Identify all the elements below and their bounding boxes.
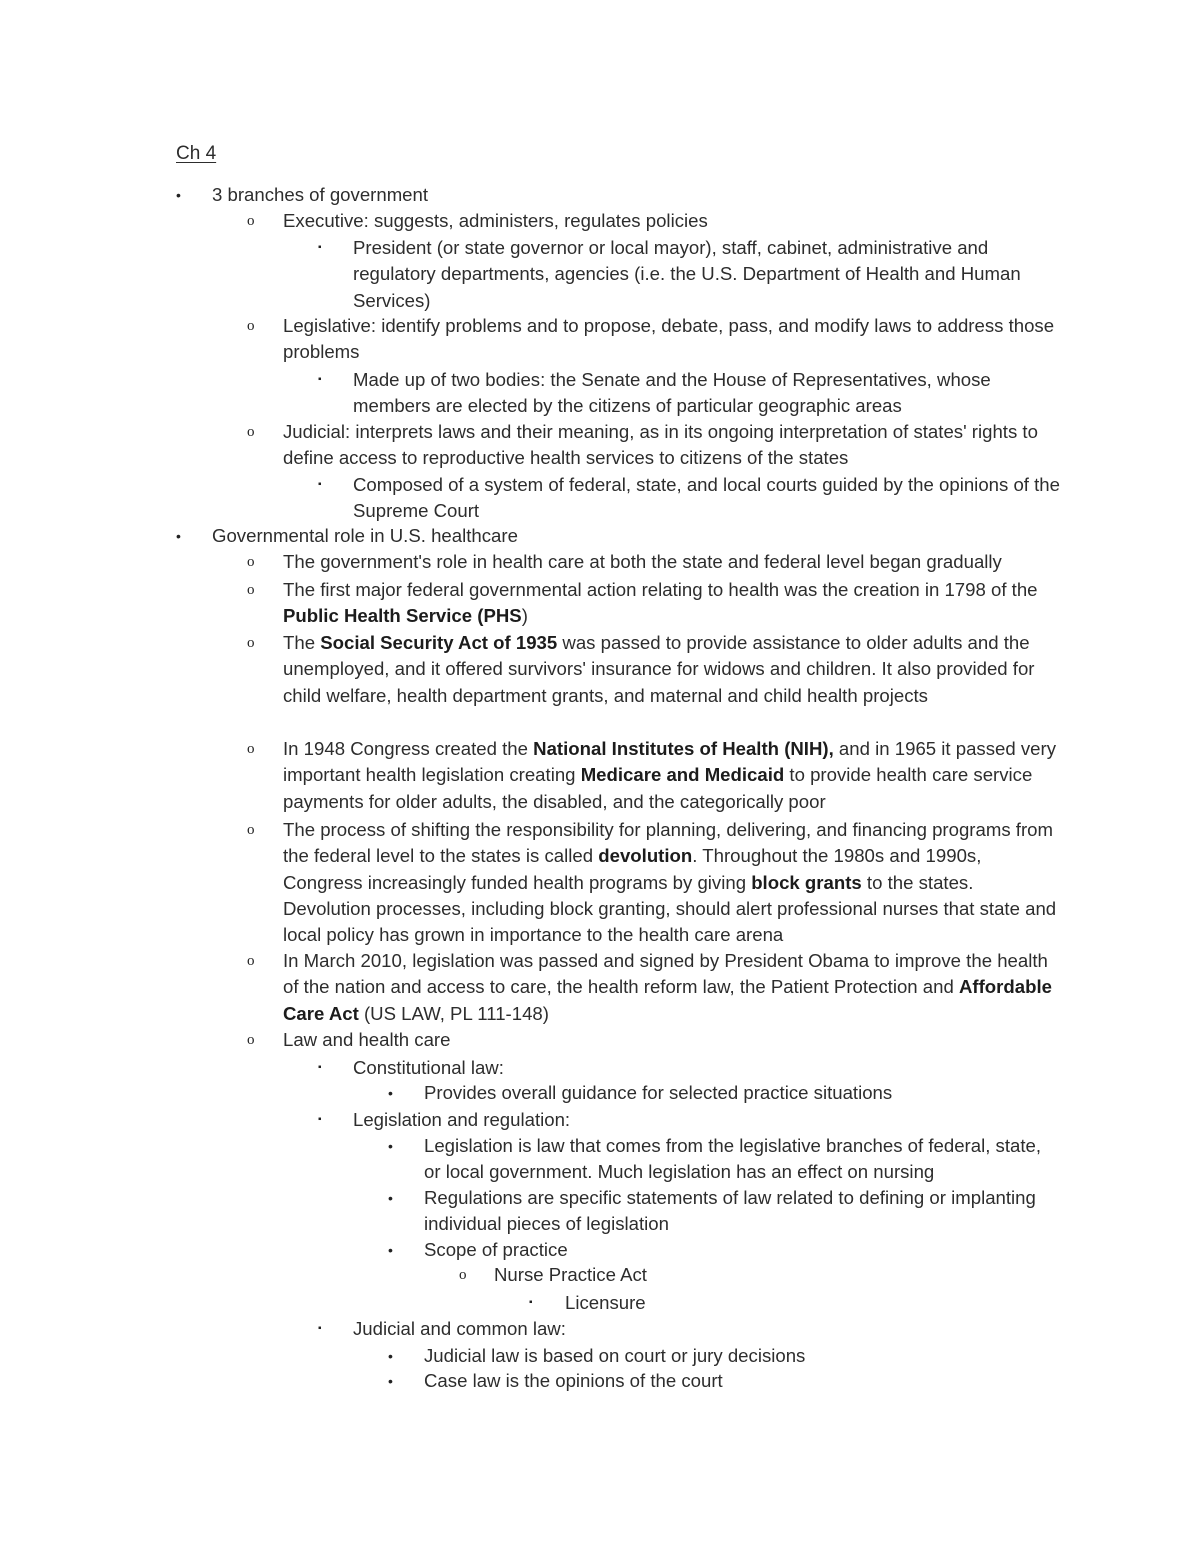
bullet-marker: o <box>247 554 255 570</box>
text-run: Executive: suggests, administers, regulates policies <box>283 210 708 231</box>
bullet-marker: • <box>388 1373 393 1389</box>
list-item-text <box>353 1316 1063 1342</box>
bold-term: devolution <box>598 845 693 867</box>
list-item-text <box>283 577 1063 630</box>
bullet-marker: ▪ <box>529 1297 533 1308</box>
list-item-text <box>353 1055 1063 1081</box>
bullet-marker: o <box>459 1267 467 1283</box>
list-item-text <box>283 208 1063 234</box>
text-run: Judicial law is based on court or jury decisions <box>424 1345 806 1366</box>
text-run: In 1948 Congress created the <box>283 738 534 759</box>
bullet-marker: ▪ <box>318 479 322 490</box>
text-run: Nurse Practice Act <box>494 1264 647 1285</box>
bullet-marker: • <box>388 1138 393 1154</box>
list-item-text <box>212 182 1062 208</box>
text-run: The <box>283 632 321 653</box>
text-run: Regulations are specific statements of law related to defining or implanting individual pieces of legislation <box>424 1187 1036 1235</box>
text-run: Judicial and common law: <box>353 1318 566 1339</box>
bullet-marker: o <box>247 635 255 651</box>
bullet-marker: • <box>176 187 181 203</box>
page-heading: Ch 4 <box>176 143 217 164</box>
bullet-marker: o <box>247 1032 255 1048</box>
text-run: Legislation is law that comes from the legislative branches of federal, state, or local government. Much legislation has an effect on nursing <box>424 1135 1042 1183</box>
bullet-marker: ▪ <box>318 1323 322 1334</box>
text-run: to the states. Devolution processes, including block granting, should alert professional nurses that state and local policy has grown in importance to the health care arena <box>283 871 1057 946</box>
text-run: (US LAW, PL 111-148) <box>358 1002 549 1024</box>
bullet-marker: • <box>388 1085 393 1101</box>
list-item-text <box>283 419 1063 472</box>
bold-term: Social Security Act of 1935 <box>320 632 558 653</box>
text-run: Legislative: identify problems and to propose, debate, pass, and modify laws to address those problems <box>283 315 1055 363</box>
bold-term: Medicare and Medicaid <box>580 764 785 786</box>
bullet-marker: ▪ <box>318 242 322 253</box>
text-run: to provide health care service payments for older adults, the disabled, and the categorically poor <box>283 764 1033 812</box>
text-run: Legislation and regulation: <box>353 1109 571 1130</box>
text-run: The first major federal governmental action relating to health was the creation in 1798 of the <box>283 579 1038 600</box>
bullet-marker: o <box>247 822 255 838</box>
list-item-text <box>353 1107 1063 1133</box>
list-item-text <box>424 1237 1054 1263</box>
list-item-text <box>212 523 1062 549</box>
bullet-marker: o <box>247 582 255 598</box>
text-run: Case law is the opinions of the court <box>424 1370 723 1391</box>
list-item-text <box>283 313 1063 366</box>
text-run: 3 branches of government <box>212 184 429 205</box>
list-item-text <box>283 549 1063 575</box>
list-item-text <box>494 1262 1054 1288</box>
bullet-marker: • <box>388 1190 393 1206</box>
text-run: President (or state governor or local mayor), staff, cabinet, administrative and regulatory departments, agencies (i.e. the U.S. Department of Health and Human Services) <box>353 237 1021 311</box>
bullet-marker: o <box>247 741 255 757</box>
bullet-marker: ▪ <box>318 374 322 385</box>
text-run: Constitutional law: <box>353 1057 504 1078</box>
text-run: The process of shifting the responsibility for planning, delivering, and financing programs from the federal level to the states is called <box>283 819 1053 867</box>
list-item-text <box>424 1080 1054 1106</box>
list-item-text <box>424 1185 1054 1238</box>
bold-term: National Institutes of Health (NIH), <box>533 738 834 759</box>
list-item-text <box>283 1027 1063 1053</box>
list-item-text <box>353 367 1063 420</box>
list-item-text <box>283 948 1063 1027</box>
text-run: Licensure <box>565 1292 646 1313</box>
bold-term: Affordable Care Act <box>283 976 1052 1024</box>
text-run: Provides overall guidance for selected practice situations <box>424 1082 893 1103</box>
text-run: Made up of two bodies: the Senate and the House of Representatives, whose members are elected by the citizens of particular geographic areas <box>353 369 991 417</box>
bold-term: Public Health Service (PHS <box>283 605 522 627</box>
bullet-marker: ▪ <box>318 1062 322 1073</box>
bullet-marker: o <box>247 424 255 440</box>
bullet-marker: • <box>388 1242 393 1258</box>
text-run: Scope of practice <box>424 1239 568 1260</box>
text-run: Judicial: interprets laws and their meaning, as in its ongoing interpretation of states' rights to define access to reproductive health services to citizens of the states <box>283 421 1038 469</box>
bullet-marker: o <box>247 953 255 969</box>
bullet-marker: • <box>176 528 181 544</box>
bullet-marker: ▪ <box>318 1114 322 1125</box>
list-item-text <box>424 1133 1054 1186</box>
bullet-marker: o <box>247 213 255 229</box>
text-run: In March 2010, legislation was passed and signed by President Obama to improve the health of the nation and access to care, the health reform law, the Patient Protection and <box>283 950 1048 998</box>
text-run: The government's role in health care at both the state and federal level began gradually <box>283 551 1002 572</box>
text-run: Law and health care <box>283 1029 451 1050</box>
text-run: Governmental role in U.S. healthcare <box>212 525 518 546</box>
list-item-text <box>353 472 1063 525</box>
text-run: Composed of a system of federal, state, and local courts guided by the opinions of the Supreme Court <box>353 474 1060 522</box>
text-run: and in 1965 it passed very important health legislation creating <box>283 738 1057 786</box>
text-run: was passed to provide assistance to older adults and the unemployed, and it offered survivors' insurance for widows and children. It also provided for child welfare, health department grants, and maternal and child health projects <box>283 632 1035 706</box>
list-item-text <box>283 736 1063 815</box>
text-run: . Throughout the 1980s and 1990s, Congress increasingly funded health programs by giving <box>283 845 982 893</box>
list-item-text <box>424 1368 1054 1394</box>
bullet-marker: • <box>388 1348 393 1364</box>
list-item-text <box>565 1290 1055 1316</box>
list-item-text <box>353 235 1063 314</box>
text-run: ) <box>521 605 528 627</box>
list-item-text <box>424 1343 1054 1369</box>
bold-term: block grants <box>751 871 862 893</box>
list-item-text <box>283 817 1063 948</box>
bullet-marker: o <box>247 318 255 334</box>
list-item-text <box>283 630 1063 709</box>
